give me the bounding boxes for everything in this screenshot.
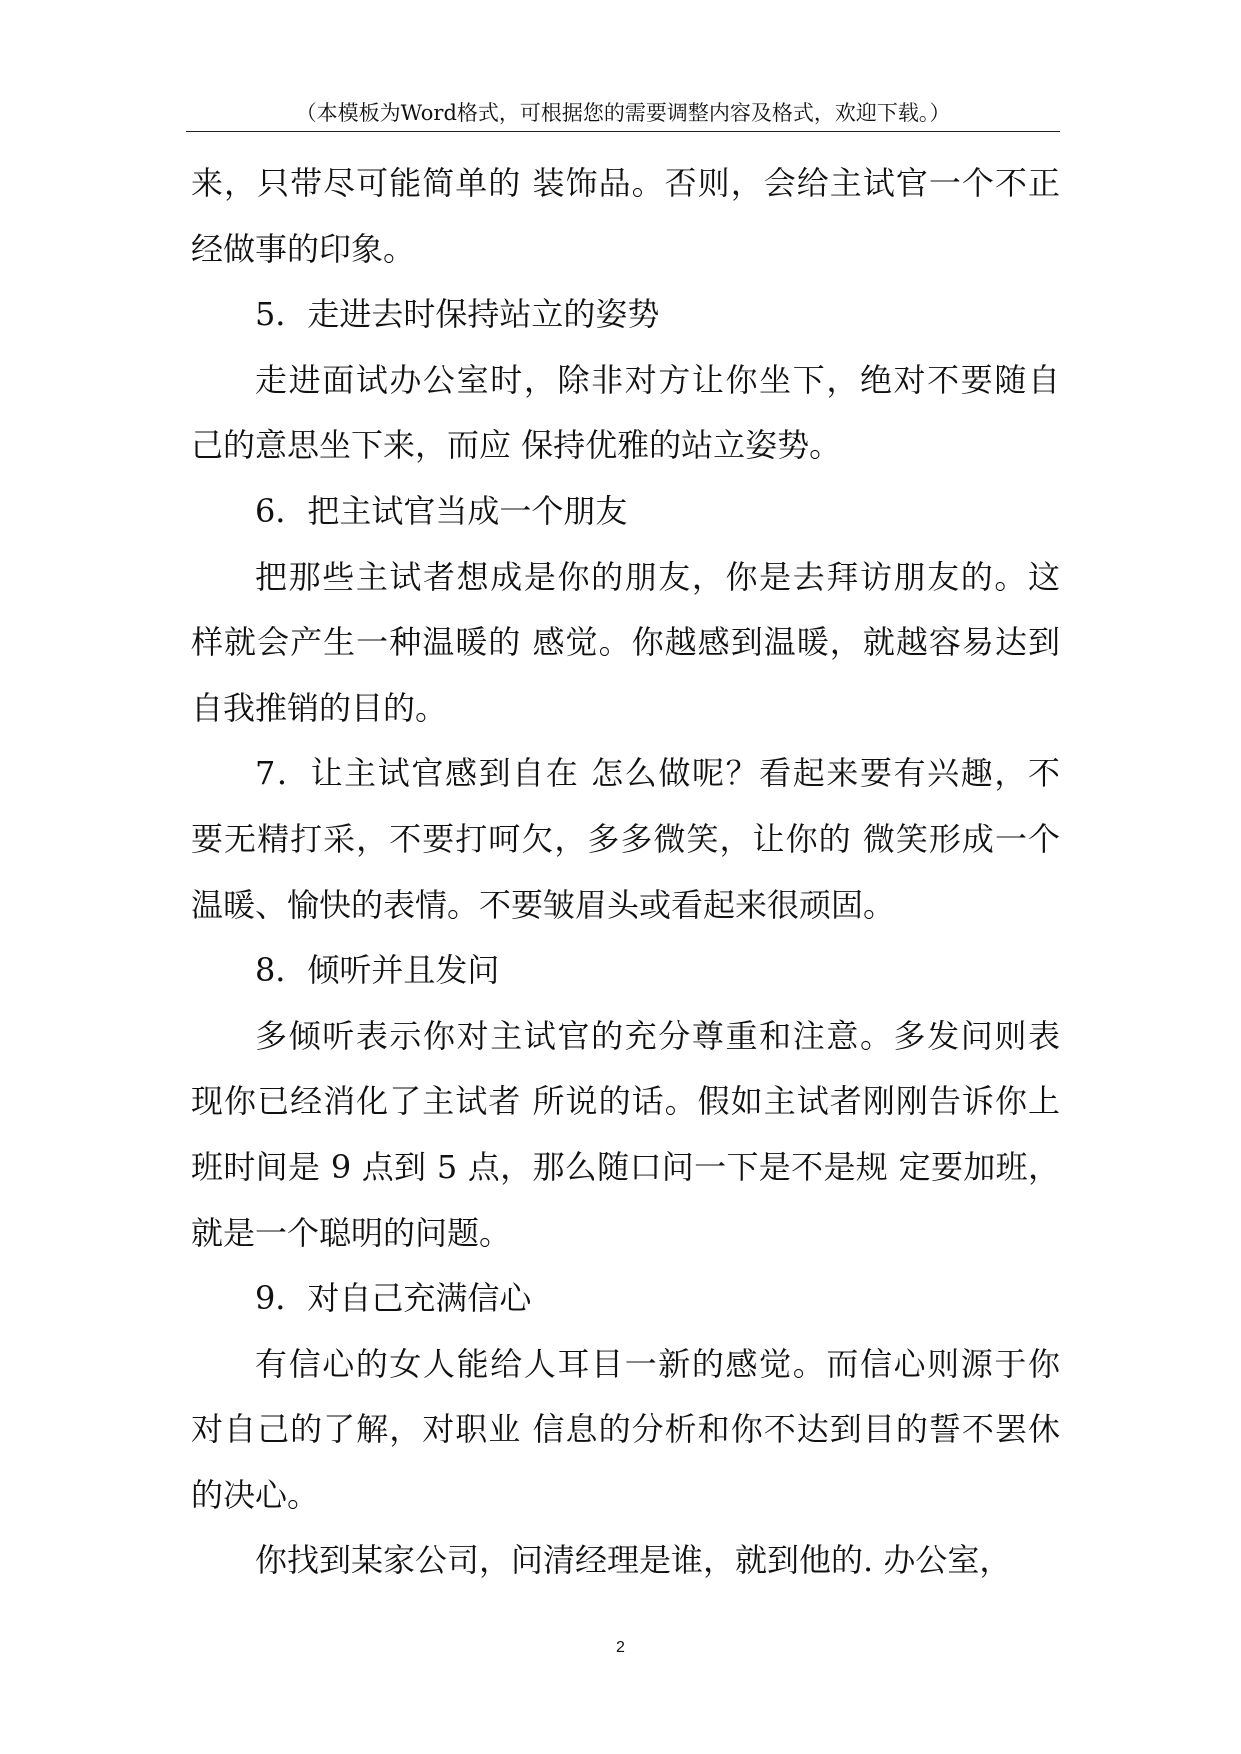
paragraph [191, 1004, 1060, 1266]
section-heading [191, 1266, 1060, 1332]
text-line: 对自己的了解，对职业 信息的分析和你不达到目的誓不罢休 [191, 1410, 1060, 1449]
heading-line: 8．倾听并且发问 [255, 951, 500, 990]
text-line: 自我推销的目的。 [191, 688, 448, 727]
text-line: 经做事的印象。 [191, 229, 416, 268]
text-line: 你找到某家公司，问清经理是谁，就到他的. 办公室， [255, 1541, 1012, 1580]
page-number: 2 [616, 1639, 625, 1656]
header-divider [186, 131, 1060, 132]
header-note: （本模板为Word格式，可根据您的需要调整内容及格式，欢迎下载。） [295, 101, 951, 125]
text-line: 己的意思坐下来，而应 保持优雅的站立姿势。 [191, 426, 842, 465]
section-heading [191, 479, 1060, 545]
heading-line: 9．对自己充满信心 [255, 1279, 532, 1318]
paragraph [191, 348, 1060, 479]
text-line: 来，只带尽可能简单的 装饰品。否则，会给主试官一个不正 [191, 164, 1060, 202]
text-line: 7．让主试官感到自在 怎么做呢？看起来要有兴趣，不 [255, 754, 1060, 793]
text-line: 有信心的女人能给人耳目一新的感觉。而信心则源于你 [255, 1344, 1060, 1383]
text-line: 现你已经消化了主试者 所说的话。假如主试者刚刚告诉你上 [191, 1082, 1060, 1121]
text-line: 班时间是 9 点到 5 点，那么随口问一下是不是规 定要加班， [191, 1147, 1060, 1186]
heading-line: 5．走进去时保持站立的姿势 [255, 295, 660, 334]
text-line: 多倾听表示你对主试官的充分尊重和注意。多发问则表 [255, 1016, 1060, 1055]
paragraph [191, 1528, 1060, 1594]
paragraph [191, 151, 1060, 282]
paragraph [191, 1332, 1060, 1529]
text-line: 样就会产生一种温暖的 感觉。你越感到温暖，就越容易达到 [191, 623, 1060, 662]
text-line: 把那些主试者想成是你的朋友，你是去拜访朋友的。这 [255, 557, 1060, 596]
text-line: 要无精打采，不要打呵欠，多多微笑，让你的 微笑形成一个 [191, 819, 1060, 858]
text-line: 的决心。 [191, 1475, 320, 1514]
heading-line: 6．把主试官当成一个朋友 [255, 491, 628, 530]
text-line: 走进面试办公室时，除非对方让你坐下，绝对不要随自 [255, 360, 1060, 399]
paragraph [191, 741, 1060, 938]
section-heading [191, 938, 1060, 1004]
text-line: 就是一个聪明的问题。 [191, 1213, 512, 1252]
paragraph [191, 545, 1060, 742]
body-text [191, 151, 1060, 1594]
text-line: 温暖、愉快的表情。不要皱眉头或看起来很顽固。 [191, 885, 896, 924]
section-heading [191, 282, 1060, 348]
